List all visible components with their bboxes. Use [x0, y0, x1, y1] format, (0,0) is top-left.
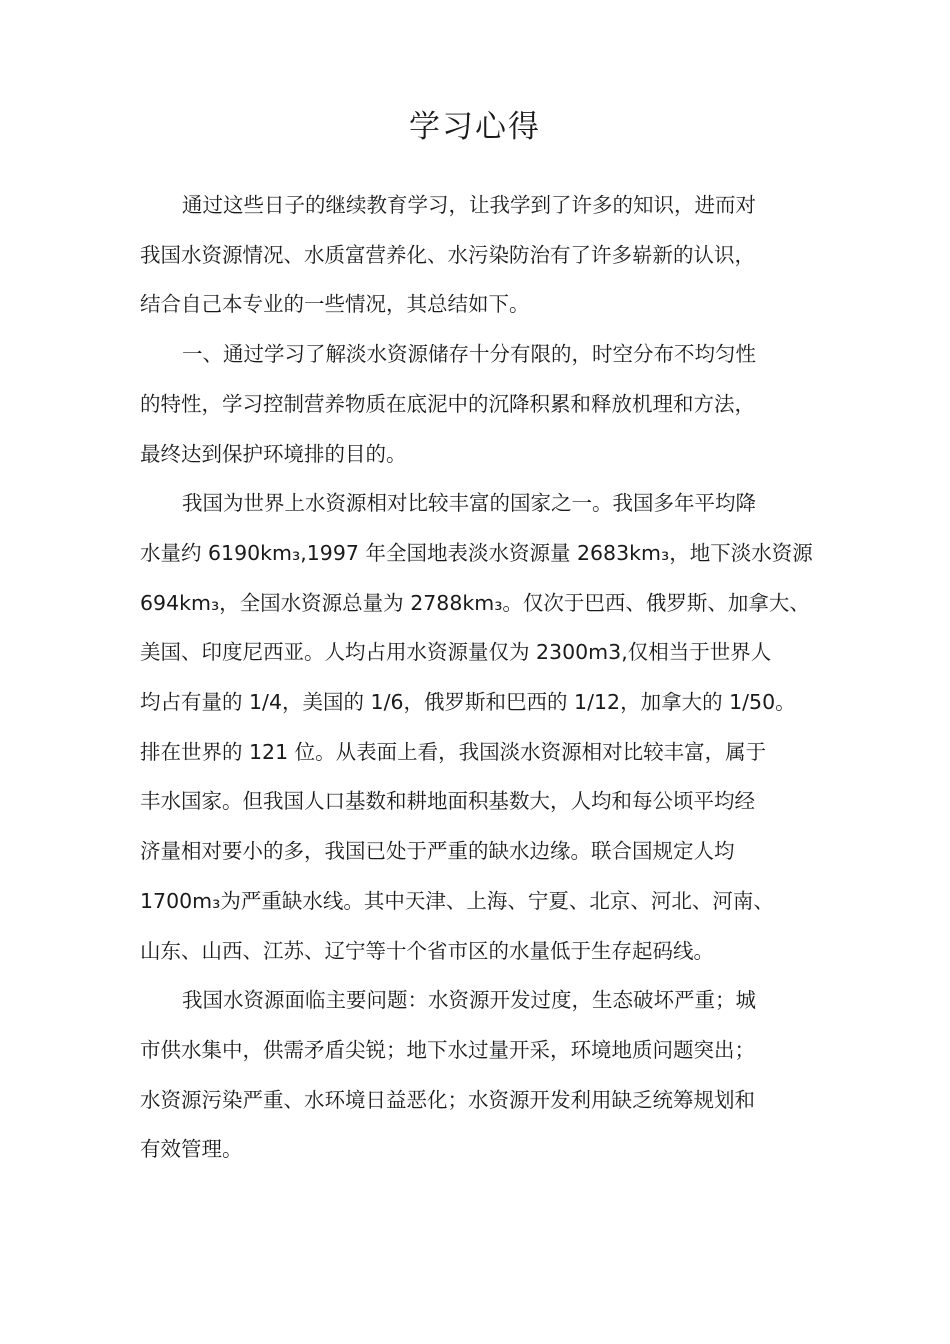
- paragraph-line: 1700m₃为严重缺水线。其中天津、上海、宁夏、北京、河北、河南、: [140, 888, 774, 913]
- paragraph-line: 丰水国家。但我国人口基数和耕地面积基数大，人均和每公顷平均经: [140, 789, 755, 814]
- paragraph-line: 我国水资源面临主要问题：水资源开发过度，生态破坏严重；城: [182, 988, 756, 1013]
- paragraph-line: 美国、印度尼西亚。人均占用水资源量仅为 2300m3,仅相当于世界人: [140, 640, 772, 665]
- paragraph-line: 水量约 6190km₃,1997 年全国地表淡水资源量 2683km₃，地下淡水资源: [140, 540, 813, 565]
- paragraph-line: 济量相对要小的多，我国已处于严重的缺水边缘。联合国规定人均: [140, 839, 735, 864]
- paragraph-intro: [140, 181, 840, 330]
- paragraph-water-resources: [140, 479, 840, 976]
- paragraph-line: 的特性，学习控制营养物质在底泥中的沉降积累和释放机理和方法，: [140, 391, 755, 416]
- paragraph-line: 最终达到保护环境排的目的。: [140, 441, 407, 466]
- paragraph-section-one: [140, 330, 840, 479]
- paragraph-line: 我国为世界上水资源相对比较丰富的国家之一。我国多年平均降: [182, 491, 756, 516]
- paragraph-line: 市供水集中，供需矛盾尖锐；地下水过量开采，环境地质问题突出；: [140, 1037, 755, 1062]
- paragraph-line: 通过这些日子的继续教育学习，让我学到了许多的知识，进而对: [182, 193, 756, 217]
- paragraph-line: 结合自己本专业的一些情况，其总结如下。: [140, 292, 530, 317]
- paragraph-line: 一、通过学习了解淡水资源储存十分有限的，时空分布不均匀性: [182, 342, 756, 367]
- paragraph-line: 有效管理。: [140, 1137, 243, 1162]
- paragraph-line: 水资源污染严重、水环境日益恶化；水资源开发利用缺乏统筹规划和: [140, 1087, 755, 1112]
- paragraph-line: 均占有量的 1/4，美国的 1/6，俄罗斯和巴西的 1/12，加拿大的 1/50。: [140, 690, 796, 715]
- paragraph-line: 排在世界的 121 位。从表面上看，我国淡水资源相对比较丰富，属于: [140, 739, 767, 764]
- document-title: 学习心得: [409, 109, 541, 145]
- paragraph-line: 山东、山西、江苏、辽宁等十个省市区的水量低于生存起码线。: [140, 938, 714, 963]
- paragraph-main-problems: [140, 976, 840, 1175]
- paragraph-line: 694km₃，全国水资源总量为 2788km₃。仅次于巴西、俄罗斯、加拿大、: [140, 590, 810, 615]
- paragraph-line: 我国水资源情况、水质富营养化、水污染防治有了许多崭新的认识，: [140, 242, 755, 267]
- document-body: [140, 181, 840, 1175]
